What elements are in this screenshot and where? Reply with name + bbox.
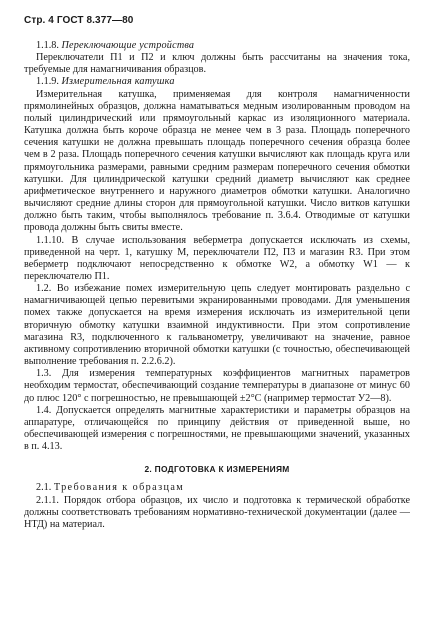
paragraph: 1.1.10. В случае использования веберметра допускается исключать из схемы, приведенной на черт. 1, катушку М, переключатели П2, П3 и магазин R3. При этом веберметр подключают непосредственно к обмотке W2, а обмотку W1 — к переключателю П1. <box>24 234 410 282</box>
paragraph: Измерительная катушка, применяемая для контроля намагниченности прямолинейных образцов, должна наматываться медным изолированным проводом на полый цилиндрический или прямоугольный каркас из изоляционного материала. Катушка должна быть короче образца не менее чем в 3 раза. Площадь поперечного сечения катушки не должна превышать площадь поперечного сечения образца более чем в 2 раза. Площадь поперечного сечения катушки вычисляют как площадь круга или прямоугольника размерами, равными средним размерам поперечного сечения обмотки катушки. Для цилиндрической катушки средний диаметр вычисляют как среднее арифметическое внутреннего и наружного диаметров обмотки катушки. Аналогично вычисляют средние длины сторон для прямоугольной катушки. Число витков катушки должно быть таким, чтобы выполнялось требование п. 3.6.4. Отводимые от катушки провода должны быть свиты вместе. <box>24 88 410 234</box>
subsection-number: 1.1.9. <box>36 76 62 88</box>
subsection-number: 2.1. <box>36 482 54 494</box>
paragraph: 1.2. Во избежание помех измерительную цепь следует монтировать раздельно с намагничивающей цепью перевитыми экранированными проводами. Для уменьшения помех также допускается на время измерения исключать из измерительной цепи вторичную обмотку катушки взаимной индуктивности. При этом сопротивление магазина R3, подключенного к гальванометру, увеличивают на значение, равное активному сопротивлению вторичной обмотки катушки (с точностью, обеспечивающей выполнение требования п. 2.2.6.2). <box>24 283 410 368</box>
subsection-title: Требования к образцам <box>53 482 185 494</box>
subsection-heading <box>24 482 410 494</box>
paragraph: Переключатели П1 и П2 и ключ должны быть рассчитаны на значения тока, требуемые для намагничивания образцов. <box>24 52 410 76</box>
paragraph: 1.3. Для измерения температурных коэффициентов магнитных параметров необходим термостат, обеспечивающий создание температуры в диапазоне от минус 60 до плюс 120° с погрешностью, не превышающей ±2°С (например термостат У2—8). <box>24 368 410 404</box>
subsection-heading <box>24 40 410 52</box>
page-header: Стр. 4 ГОСТ 8.377—80 <box>24 15 134 26</box>
subsection-number: 1.1.8. <box>36 40 62 51</box>
subsection-title: Переключающие устройства <box>61 40 195 51</box>
section-heading: 2. ПОДГОТОВКА К ИЗМЕРЕНИЯМ <box>144 464 290 475</box>
subsection-title: Измерительная катушка <box>61 76 175 88</box>
subsection-heading <box>24 76 410 88</box>
document-body <box>24 40 410 531</box>
paragraph: 2.1.1. Порядок отбора образцов, их число и подготовка к термической обработке должны соответствовать требованиям нормативно-технической документации (далее — НТД) на материал. <box>24 494 410 530</box>
paragraph: 1.4. Допускается определять магнитные характеристики и параметры образцов на аппаратуре, отличающейся по принципу действия от приведенной выше, но обеспечивающей измерения с погрешностями, не превышающими значений, указанных в п. 4.13. <box>24 404 410 453</box>
